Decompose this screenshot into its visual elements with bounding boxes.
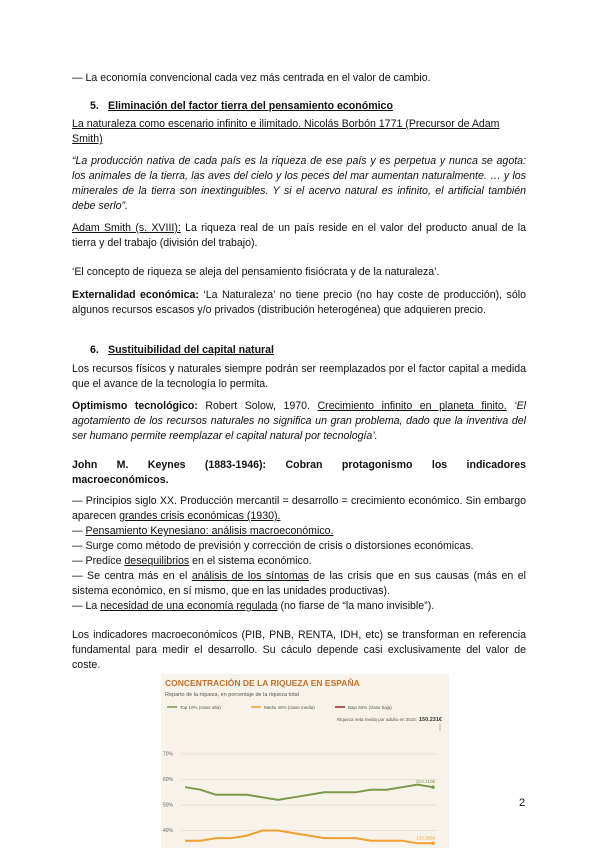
keynes-point-1-text: — Principios siglo XX. Producción mercantil = desarrollo = crecimiento económico. Sin embargo aparecen bbox=[72, 495, 526, 522]
chart-subtitle: Reparto de la riqueza, en porcentaje de la riqueza total bbox=[165, 692, 299, 698]
intro-line: — La economía convencional cada vez más centrada en el valor de cambio. bbox=[72, 72, 431, 84]
section-5-heading bbox=[90, 99, 393, 114]
keynes-point-2-text: Pensamiento Keynesiano: análisis macroeconómico. bbox=[85, 525, 334, 537]
chart-note: Riqueza neta media por adulto en 2015: bbox=[337, 717, 418, 722]
borbon-quote: “La producción nativa de cada país es la riqueza de ese país y es perpetua y nunca se agota: los animales de la tierra, las aves del cielo y los peces del mar aumentan naturalmente. … y los minerales de la tierra son inextinguibles. Y si el acervo natural es infinito, el artificial también debe serlo”. bbox=[72, 155, 526, 212]
optimism-label: Optimismo tecnológico: bbox=[72, 400, 198, 412]
externality-paragraph bbox=[72, 288, 526, 318]
smith-paragraph bbox=[72, 221, 526, 251]
keynes-point-2-dash: — bbox=[72, 525, 86, 537]
optimism-quote: ‘El agotamiento de los recursos naturales no significa un gran problema, dado que la inventiva del ser humano permite reemplazar el capital natural por tecnología’. bbox=[72, 400, 526, 442]
y-tick-label: 60% bbox=[163, 777, 174, 783]
keynes-point-5-c: de las crisis que en sus causas (más en el sistema económico, en sí mismo, que en las unidades productivas). bbox=[72, 570, 526, 597]
chart-svg bbox=[161, 674, 449, 848]
wealth-concentration-chart bbox=[161, 674, 449, 848]
keynes-point-6 bbox=[72, 599, 526, 614]
externality-label: Externalidad económica: bbox=[72, 289, 199, 301]
section-5-subtitle: La naturaleza como escenario infinito e ilimitado. Nicolás Borbón 1771 (Precursor de Adam Smith) bbox=[72, 118, 500, 145]
series-end-point bbox=[431, 785, 435, 789]
keynes-point-5 bbox=[72, 569, 526, 599]
keynes-point-5-a: — Se centra más en el bbox=[72, 570, 192, 582]
keynes-point-4-c: en el sistema económico. bbox=[189, 555, 312, 567]
section-5-title: Eliminación del factor tierra del pensamiento económico bbox=[108, 100, 393, 112]
series-line bbox=[185, 831, 433, 844]
legend-label: Top 10% (clase alta) bbox=[180, 705, 221, 710]
chart-legend bbox=[167, 705, 392, 710]
concept-line: ‘El concepto de riqueza se aleja del pensamiento fisiócrata y de la naturaleza’. bbox=[72, 266, 440, 278]
keynes-point-5-b: análisis de los síntomas bbox=[191, 570, 309, 582]
optimism-growth: Crecimiento infinito en planeta finito. bbox=[317, 400, 507, 412]
smith-text: La riqueza real de un país reside en el valor del producto anual de la tierra y del trabajo (división del trabajo). bbox=[72, 222, 526, 249]
section-6-heading bbox=[90, 343, 274, 358]
y-tick-label: 40% bbox=[163, 828, 174, 834]
macro-paragraph: Los indicadores macroeconómicos (PIB, PNB, RENTA, IDH, etc) se transforman en referencia fundamental para medir el desarrollo. Su cáculo depende casi exclusivamente del valor de coste. bbox=[72, 629, 526, 671]
keynes-point-6-c: (no fiarse de “la mano invisible”). bbox=[277, 600, 435, 612]
series-end-point bbox=[431, 841, 435, 845]
chart-note-value: 150.231€ bbox=[419, 717, 442, 723]
legend-label: Medio 40% (clase media) bbox=[264, 705, 315, 710]
series-end-label: 813.210€ bbox=[416, 779, 435, 785]
smith-name: Adam Smith (s. XVIII): bbox=[72, 222, 181, 234]
chart-title: CONCENTRACIÓN DE LA RIQUEZA EN ESPAÑA bbox=[165, 678, 360, 688]
series-end-label: 133.356€ bbox=[416, 835, 435, 841]
keynes-point-2 bbox=[72, 524, 526, 539]
externality-text: ‘La Naturaleza’ no tiene precio (no hay coste de producción), sólo algunos recursos escasos y/o privados (distribución heterogénea) que adquieren precio. bbox=[72, 289, 526, 316]
keynes-point-3: — Surge como método de previsión y corrección de crisis o distorsiones económicas. bbox=[72, 540, 474, 552]
legend-label: Bajo 50% (clase baja) bbox=[348, 705, 392, 710]
series-line bbox=[185, 785, 433, 800]
keynes-point-4-b: desequilibrios bbox=[124, 555, 190, 567]
page-number: 2 bbox=[519, 797, 526, 809]
chart-series bbox=[185, 779, 435, 848]
keynes-point-1-crisis: grandes crisis económicas (1930). bbox=[119, 510, 281, 522]
y-tick-label: 70% bbox=[163, 751, 174, 758]
keynes-point-4-a: — Predice bbox=[72, 555, 125, 567]
keynes-point-4 bbox=[72, 554, 526, 569]
keynes-point-6-b: necesidad de una economía regulada bbox=[100, 600, 278, 612]
optimism-paragraph bbox=[72, 399, 526, 444]
y-tick-label: 50% bbox=[163, 802, 174, 809]
optimism-author: Robert Solow, 1970. bbox=[197, 400, 318, 412]
section-6-title: Sustituibilidad del capital natural bbox=[108, 344, 274, 356]
section-5-number: 5. bbox=[90, 100, 99, 112]
keynes-heading: John M. Keynes (1883-1946): Cobran protagonismo los indicadores macroeconómicos. bbox=[72, 459, 526, 486]
section-6-text: Los recursos físicos y naturales siempre podrán ser reemplazados por el factor capital a medida que el avance de la tecnología lo permita. bbox=[72, 363, 526, 390]
keynes-point-6-a: — La bbox=[72, 600, 101, 612]
keynes-point-1 bbox=[72, 494, 526, 524]
section-6-number: 6. bbox=[90, 344, 99, 356]
